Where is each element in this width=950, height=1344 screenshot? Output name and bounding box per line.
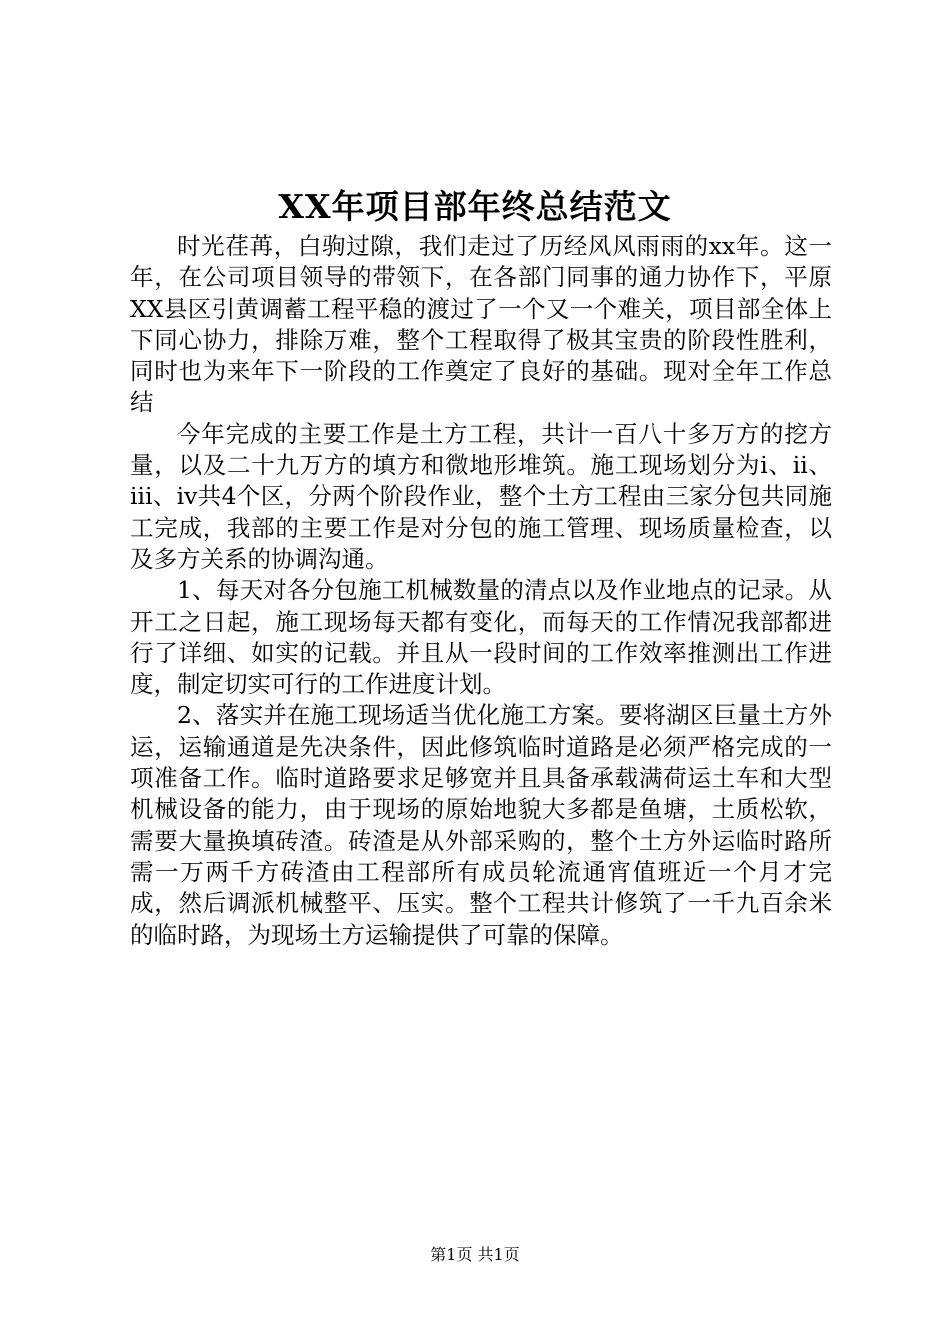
page-footer: 第1页 共1页 xyxy=(430,1245,520,1264)
paragraph-item-1: 1、每天对各分包施工机械数量的清点以及作业地点的记录。从开工之日起，施工现场每天都有变化，而每天的工作情况我部都进行了详细、如实的记载。并且从一段时间的工作效率推测出工作进度，制定切实可行的工作进度计划。 xyxy=(130,576,832,699)
document-body xyxy=(130,231,832,951)
paragraph-main-work: 今年完成的主要工作是土方工程，共计一百八十多万方的挖方量，以及二十九万方的填方和微地形堆筑。施工现场划分为ⅰ、ⅱ、ⅲ、ⅳ共4个区，分两个阶段作业，整个土方工程由三家分包共同施工完成，我部的主要工作是对分包的施工管理、现场质量检查，以及多方关系的协调沟通。 xyxy=(130,419,832,573)
paragraph-intro: 时光荏苒，白驹过隙，我们走过了历经风风雨雨的xx年。这一年，在公司项目领导的带领下，在各部门同事的通力协作下，平原XX县区引黄调蓄工程平稳的渡过了一个又一个难关，项目部全体上下同心协力，排除万难，整个工程取得了极其宝贵的阶段性胜利，同时也为来年下一阶段的工作奠定了良好的基础。现对全年工作总结 xyxy=(130,232,832,417)
document-title: XX年项目部年终总结范文 xyxy=(278,187,672,226)
paragraph-item-2: 2、落实并在施工现场适当优化施工方案。要将湖区巨量土方外运，运输通道是先决条件，因此修筑临时道路是必须严格完成的一项准备工作。临时道路要求足够宽并且具备承载满荷运土车和大型机械设备的能力，由于现场的原始地貌大多都是鱼塘，土质松软，需要大量换填砖渣。砖渣是从外部采购的，整个土方外运临时路所需一万两千方砖渣由工程部所有成员轮流通宵值班近一个月才完成，然后调派机械整平、压实。整个工程共计修筑了一千九百余米的临时路，为现场土方运输提供了可靠的保障。 xyxy=(130,701,832,949)
